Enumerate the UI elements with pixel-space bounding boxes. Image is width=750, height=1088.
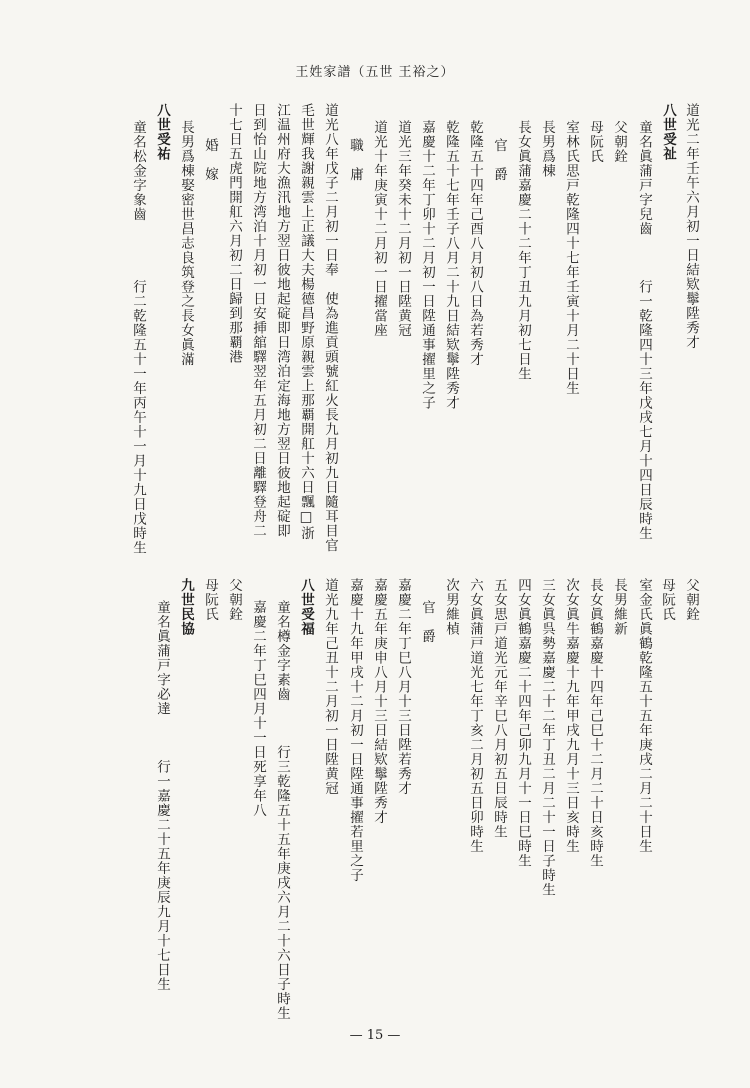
lower-line-21: 母阮氏 [202,578,218,622]
upper-line-22: 長男爲棟娶密世昌志良筑登之長女眞滿 [178,120,194,367]
upper-line-6: 室林氏思戸乾隆四十七年壬寅十月二十日生 [563,120,579,396]
lower-line-10: 六女眞蒲戸道光七年丁亥二月初五日卯時生 [467,578,483,854]
upper-line-9: 官 爵 [491,138,507,182]
upper-line-5: 母阮氏 [587,120,603,164]
upper-line-1: 道光二年壬午六月初一日結欵鬡陞秀才 [683,103,699,350]
lower-line-7: 三女眞呉勢嘉慶二十二年丁丑二月二十一日子時生 [539,578,555,897]
upper-line-8: 長女眞蒲嘉慶二十二年丁丑九月初七日生 [515,120,531,381]
lower-line-11: 次男維楨 [443,578,459,636]
lower-line-18: 童名樽金字素齒 行三乾隆五十五年庚戌六月二十六日子時生 [274,600,290,1021]
lower-line-1: 父朝銓 [683,578,699,622]
upper-line-24: 童名松金字象齒 行二乾隆五十一年丙午十一月十九日戊時生 [130,120,146,555]
lower-line-19: 嘉慶二年丁巳四月十一日死享年八 [250,600,266,818]
upper-line-3: 童名眞蒲戸字兒齒 行一乾隆四十三年戊戌七月十四日辰時生 [636,120,652,541]
section-heading-9th-minxie: 九世民協 [178,578,194,636]
upper-line-14: 道光十年庚寅十二月初一日擢當座 [371,120,387,338]
upper-line-12: 嘉慶十二年丁卯十二月初一日陞通事擢里之子 [419,120,435,410]
lower-line-4: 長男維新 [611,578,627,636]
lower-line-3: 室金氏眞鶴乾隆五十五年庚戌二月二十日生 [636,578,652,854]
upper-line-7: 長男爲棟 [539,120,555,178]
lower-line-8: 四女眞鶴嘉慶二十四年己卯九月十一日巳時生 [515,578,531,868]
upper-line-21: 婚 嫁 [202,138,218,182]
lower-line-12: 官 爵 [419,600,435,644]
upper-line-11: 乾隆五十七年壬子八月二十九日結欵鬡陞秀才 [443,120,459,410]
lower-line-13: 嘉慶二年丁巳八月十三日陞若秀才 [395,578,411,796]
upper-line-19: 日到怡山院地方湾泊十月初一日安挿舘驛翌年五月初二日離驛登舟二 [250,103,266,538]
upper-line-4: 父朝銓 [611,120,627,164]
lower-line-16: 道光九年己丑十二月初一日陞黄冠 [322,578,338,796]
lower-line-20: 父朝銓 [226,578,242,622]
upper-line-17: 毛世輝我謝親雲上正議大夫楊德昌野原親雲上那覇開舡十六日飄□浙 [298,103,314,541]
upper-line-20: 十七日五虎門開舡六月初二日歸到那覇港 [226,103,242,364]
upper-line-13: 道光三年癸未十二月初一日陞黄冠 [395,120,411,338]
section-heading-8th-shouyou: 八世受祐 [154,103,170,161]
section-heading-8th-shoufu: 八世受福 [298,578,314,636]
lower-line-5: 長女眞鶴嘉慶十四年己巳十二月二十日亥時生 [587,578,603,868]
lower-line-15: 嘉慶十九年甲戌十二月初一日陞通事擢若里之子 [347,578,363,883]
upper-line-10: 乾隆五十四年己酉八月初八日為若秀才 [467,120,483,367]
lower-line-2: 母阮氏 [659,578,675,622]
page-header: 王姓家譜（五世 王裕之） [295,65,455,80]
upper-line-18: 江温州府大漁汛地方翌日彼地起碇即日湾泊定海地方翌日彼地起碇即 [274,103,290,538]
upper-line-15: 職 庸 [347,138,363,182]
lower-line-23: 童名眞蒲戸字必達 行一嘉慶二十五年庚辰九月十七日生 [154,600,170,992]
page-number: — 15 — [349,1028,401,1043]
upper-line-16: 道光八年戊子二月初一日奉 使為進貢頭號紅火長九月初九日隨耳目官 [322,103,338,553]
lower-line-14: 嘉慶五年庚申八月十三日結欵鬡陞秀才 [371,578,387,825]
lower-line-9: 五女思戸道光元年辛巳八月初五日辰時生 [491,578,507,839]
section-heading-8th-shoushi: 八世受祉 [660,103,676,161]
lower-line-6: 次女眞牛嘉慶十九年甲戌九月十三日亥時生 [563,578,579,854]
